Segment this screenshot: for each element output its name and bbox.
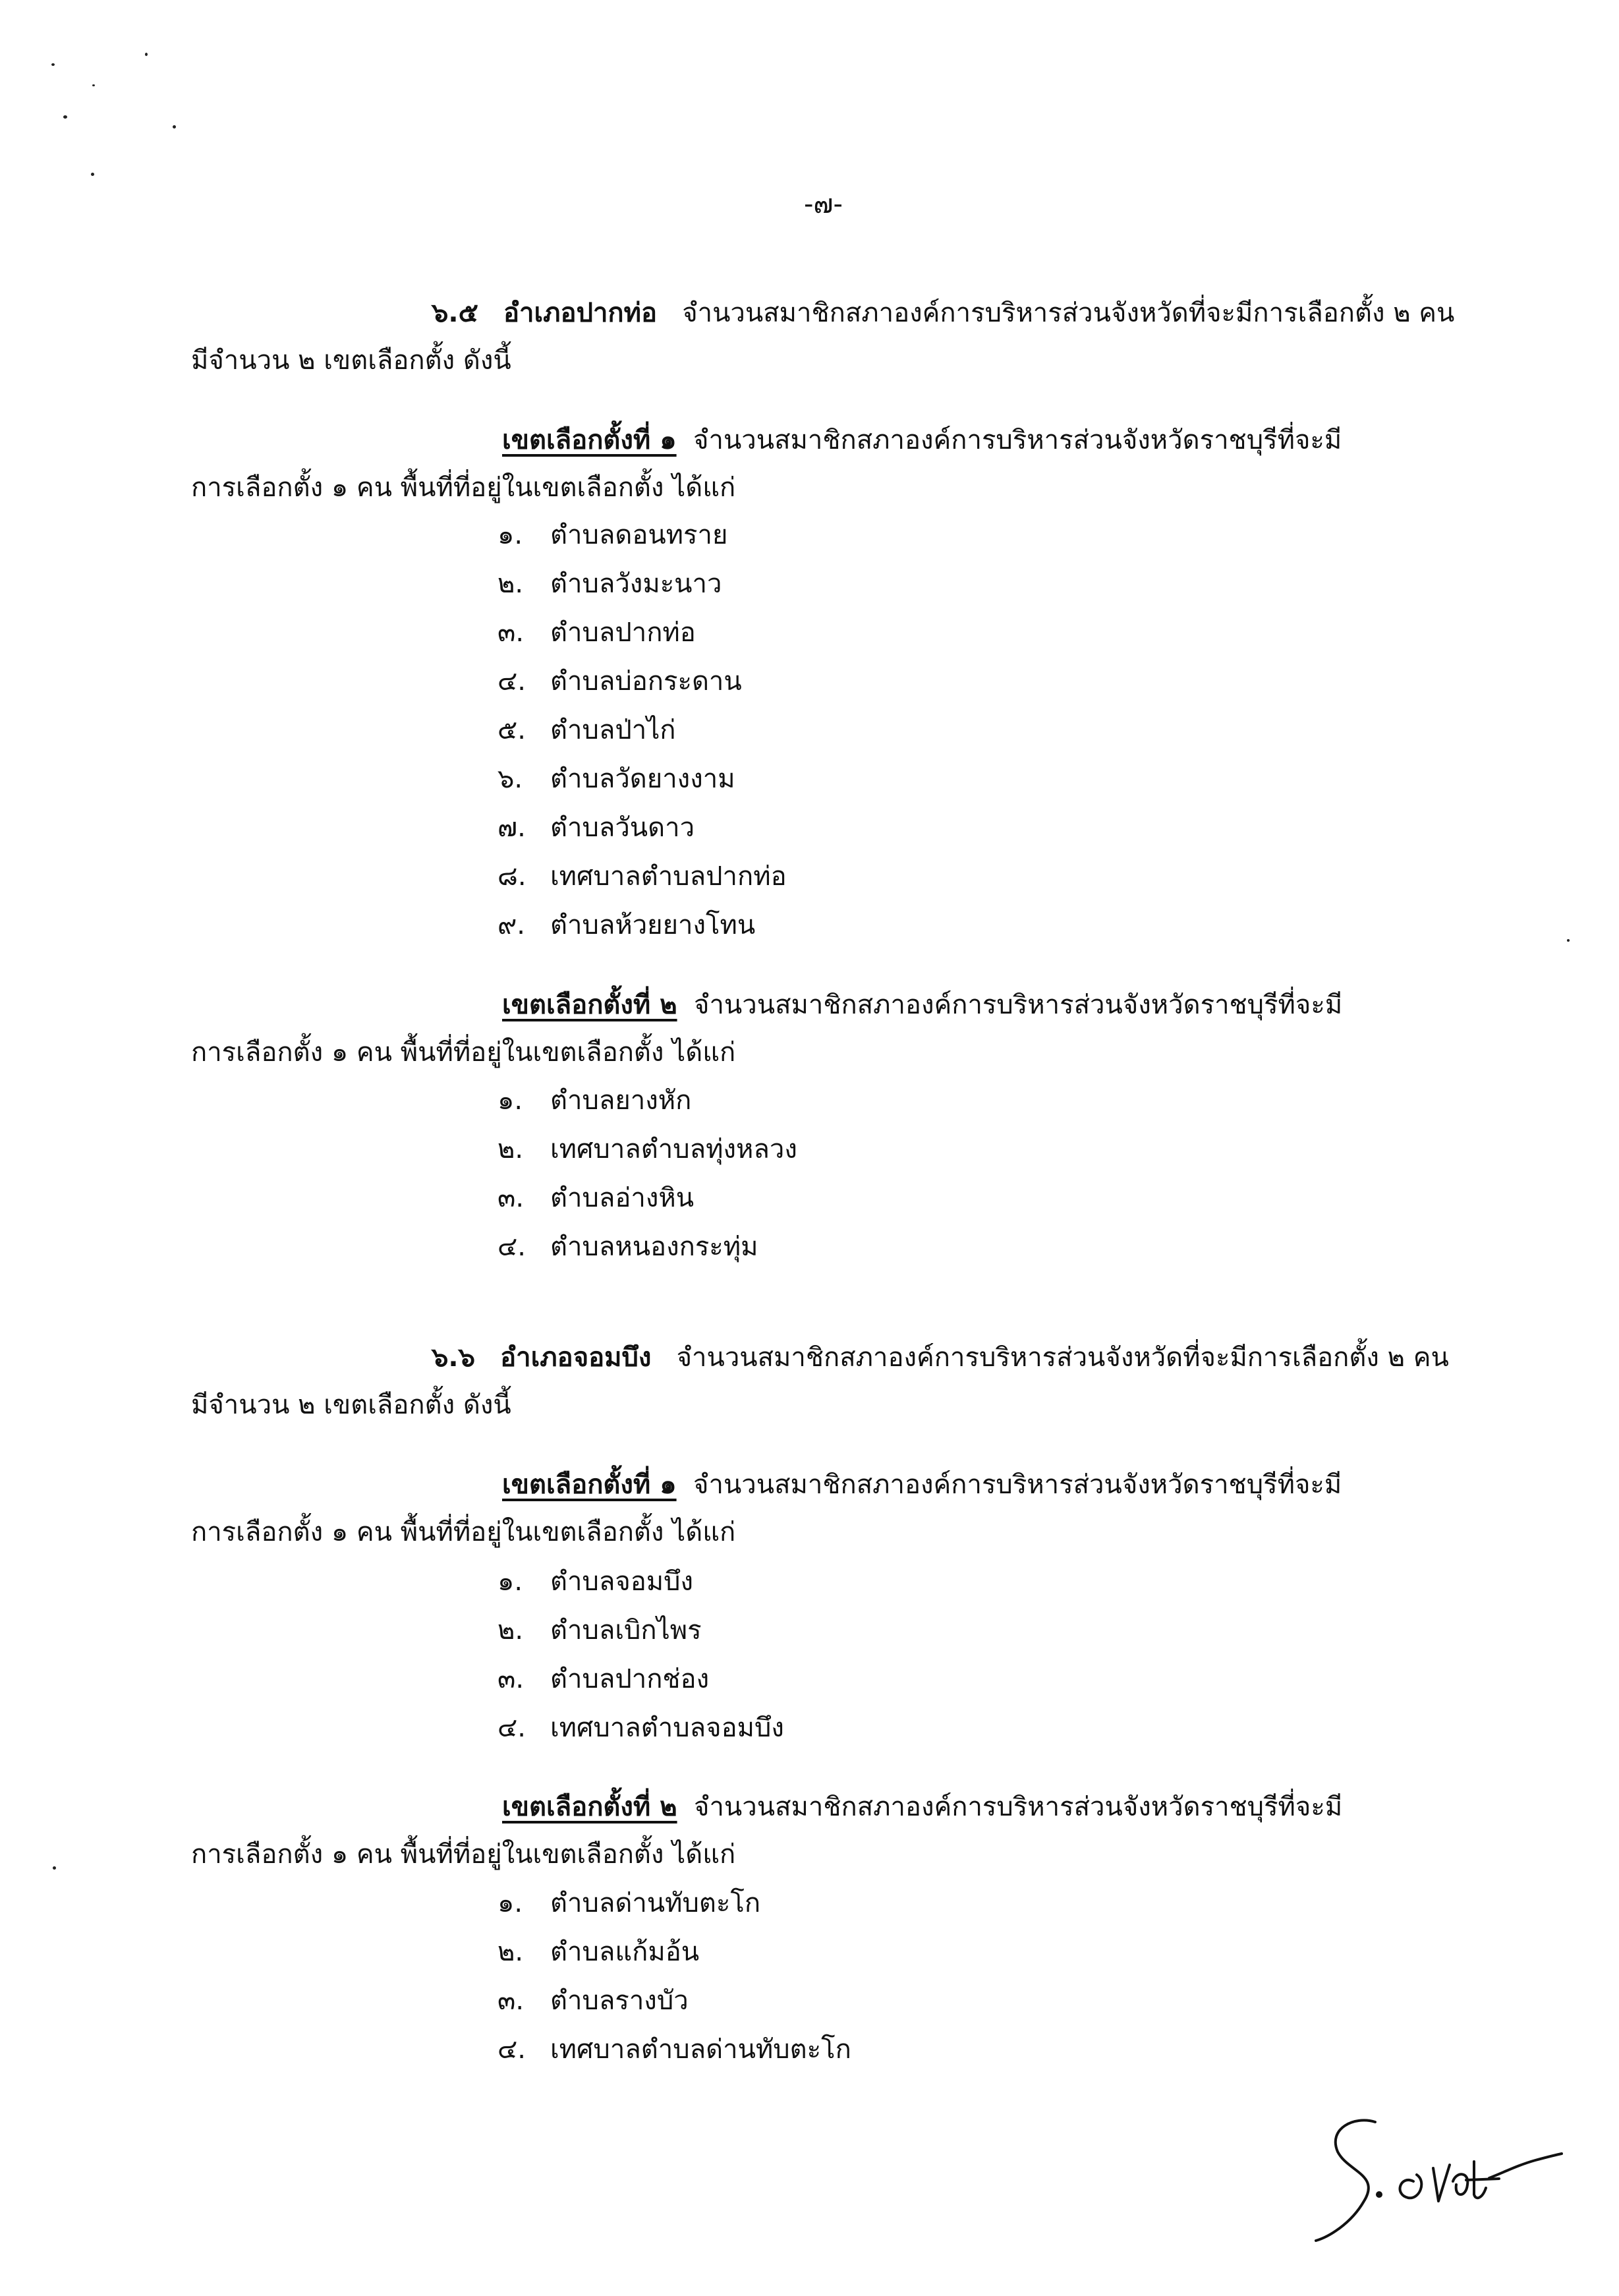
zone-label: เขตเลือกตั้งที่ ๒ bbox=[502, 1792, 677, 1822]
list-item: ๒. ตำบลแก้มอ้น bbox=[497, 1937, 700, 1967]
zone-heading bbox=[502, 992, 1342, 1018]
district-name: อำเภอปากท่อ bbox=[503, 298, 658, 328]
list-item: ๑. ตำบลด่านทับตะโก bbox=[497, 1888, 761, 1918]
list-item: ๖. ตำบลวัดยางงาม bbox=[497, 764, 735, 794]
list-item: ๒. ตำบลวังมะนาว bbox=[497, 569, 722, 599]
list-item: ๔. เทศบาลตำบลจอมบึง bbox=[497, 1713, 784, 1743]
scan-speck bbox=[51, 63, 55, 66]
section-number: ๖.๖ bbox=[432, 1342, 475, 1373]
scan-speck bbox=[1567, 939, 1570, 942]
section-intro-line2: มีจำนวน ๒ เขตเลือกตั้ง ดังนี้ bbox=[191, 1390, 511, 1420]
scan-speck bbox=[91, 173, 94, 176]
scan-speck bbox=[63, 115, 67, 119]
zone-heading bbox=[502, 1472, 1342, 1498]
scan-speck bbox=[53, 1866, 56, 1870]
zone-label: เขตเลือกตั้งที่ ๒ bbox=[502, 990, 677, 1020]
list-item: ๑. ตำบลจอมบึง bbox=[497, 1566, 694, 1597]
zone-description-line2: การเลือกตั้ง ๑ คน พื้นที่ที่อยู่ในเขตเลือกตั้ง ได้แก่ bbox=[191, 473, 736, 503]
signature-icon bbox=[1301, 2102, 1578, 2254]
list-item: ๑. ตำบลยางหัก bbox=[497, 1085, 692, 1116]
list-item: ๔. ตำบลหนองกระทุ่ม bbox=[497, 1232, 758, 1262]
zone-description: จำนวนสมาชิกสภาองค์การบริหารส่วนจังหวัดราชบุรีที่จะมี bbox=[694, 1792, 1343, 1822]
zone-label: เขตเลือกตั้งที่ ๑ bbox=[502, 425, 677, 455]
zone-description-line2: การเลือกตั้ง ๑ คน พื้นที่ที่อยู่ในเขตเลือกตั้ง ได้แก่ bbox=[191, 1037, 736, 1068]
section-intro-text: จำนวนสมาชิกสภาองค์การบริหารส่วนจังหวัดที่จะมีการเลือกตั้ง ๒ คน bbox=[676, 1342, 1449, 1373]
page-number: -๗- bbox=[804, 189, 843, 219]
scan-speck bbox=[173, 125, 176, 129]
section-intro-text: จำนวนสมาชิกสภาองค์การบริหารส่วนจังหวัดที่จะมีการเลือกตั้ง ๒ คน bbox=[682, 298, 1455, 328]
zone-heading bbox=[502, 1794, 1342, 1820]
list-item: ๓. ตำบลปากท่อ bbox=[497, 617, 696, 648]
district-name: อำเภอจอมบึง bbox=[500, 1342, 652, 1373]
list-item: ๔. ตำบลบ่อกระดาน bbox=[497, 666, 742, 697]
zone-description: จำนวนสมาชิกสภาองค์การบริหารส่วนจังหวัดราชบุรีที่จะมี bbox=[693, 425, 1342, 455]
zone-description-line2: การเลือกตั้ง ๑ คน พื้นที่ที่อยู่ในเขตเลือกตั้ง ได้แก่ bbox=[191, 1517, 736, 1547]
scan-speck bbox=[92, 84, 95, 86]
list-item: ๓. ตำบลปากช่อง bbox=[497, 1664, 710, 1694]
list-item: ๕. ตำบลป่าไก่ bbox=[497, 715, 676, 745]
section-intro-line2: มีจำนวน ๒ เขตเลือกตั้ง ดังนี้ bbox=[191, 345, 511, 376]
list-item: ๓. ตำบลรางบัว bbox=[497, 1986, 689, 2016]
list-item: ๙. ตำบลห้วยยางโทน bbox=[497, 910, 756, 940]
zone-description-line2: การเลือกตั้ง ๑ คน พื้นที่ที่อยู่ในเขตเลือกตั้ง ได้แก่ bbox=[191, 1839, 736, 1870]
section-intro-line1 bbox=[432, 1344, 1449, 1371]
zone-heading bbox=[502, 427, 1342, 453]
zone-description: จำนวนสมาชิกสภาองค์การบริหารส่วนจังหวัดราชบุรีที่จะมี bbox=[693, 1470, 1342, 1500]
section-intro-line1 bbox=[432, 300, 1454, 326]
zone-label: เขตเลือกตั้งที่ ๑ bbox=[502, 1470, 677, 1500]
list-item: ๔. เทศบาลตำบลด่านทับตะโก bbox=[497, 2034, 851, 2065]
list-item: ๒. เทศบาลตำบลทุ่งหลวง bbox=[497, 1134, 797, 1164]
scan-speck bbox=[145, 53, 148, 56]
list-item: ๒. ตำบลเบิกไพร bbox=[497, 1615, 702, 1646]
list-item: ๘. เทศบาลตำบลปากท่อ bbox=[497, 861, 787, 892]
list-item: ๓. ตำบลอ่างหิน bbox=[497, 1183, 695, 1213]
list-item: ๗. ตำบลวันดาว bbox=[497, 813, 695, 843]
section-number: ๖.๕ bbox=[432, 298, 478, 328]
zone-description: จำนวนสมาชิกสภาองค์การบริหารส่วนจังหวัดราชบุรีที่จะมี bbox=[694, 990, 1343, 1020]
list-item: ๑. ตำบลดอนทราย bbox=[497, 520, 728, 550]
